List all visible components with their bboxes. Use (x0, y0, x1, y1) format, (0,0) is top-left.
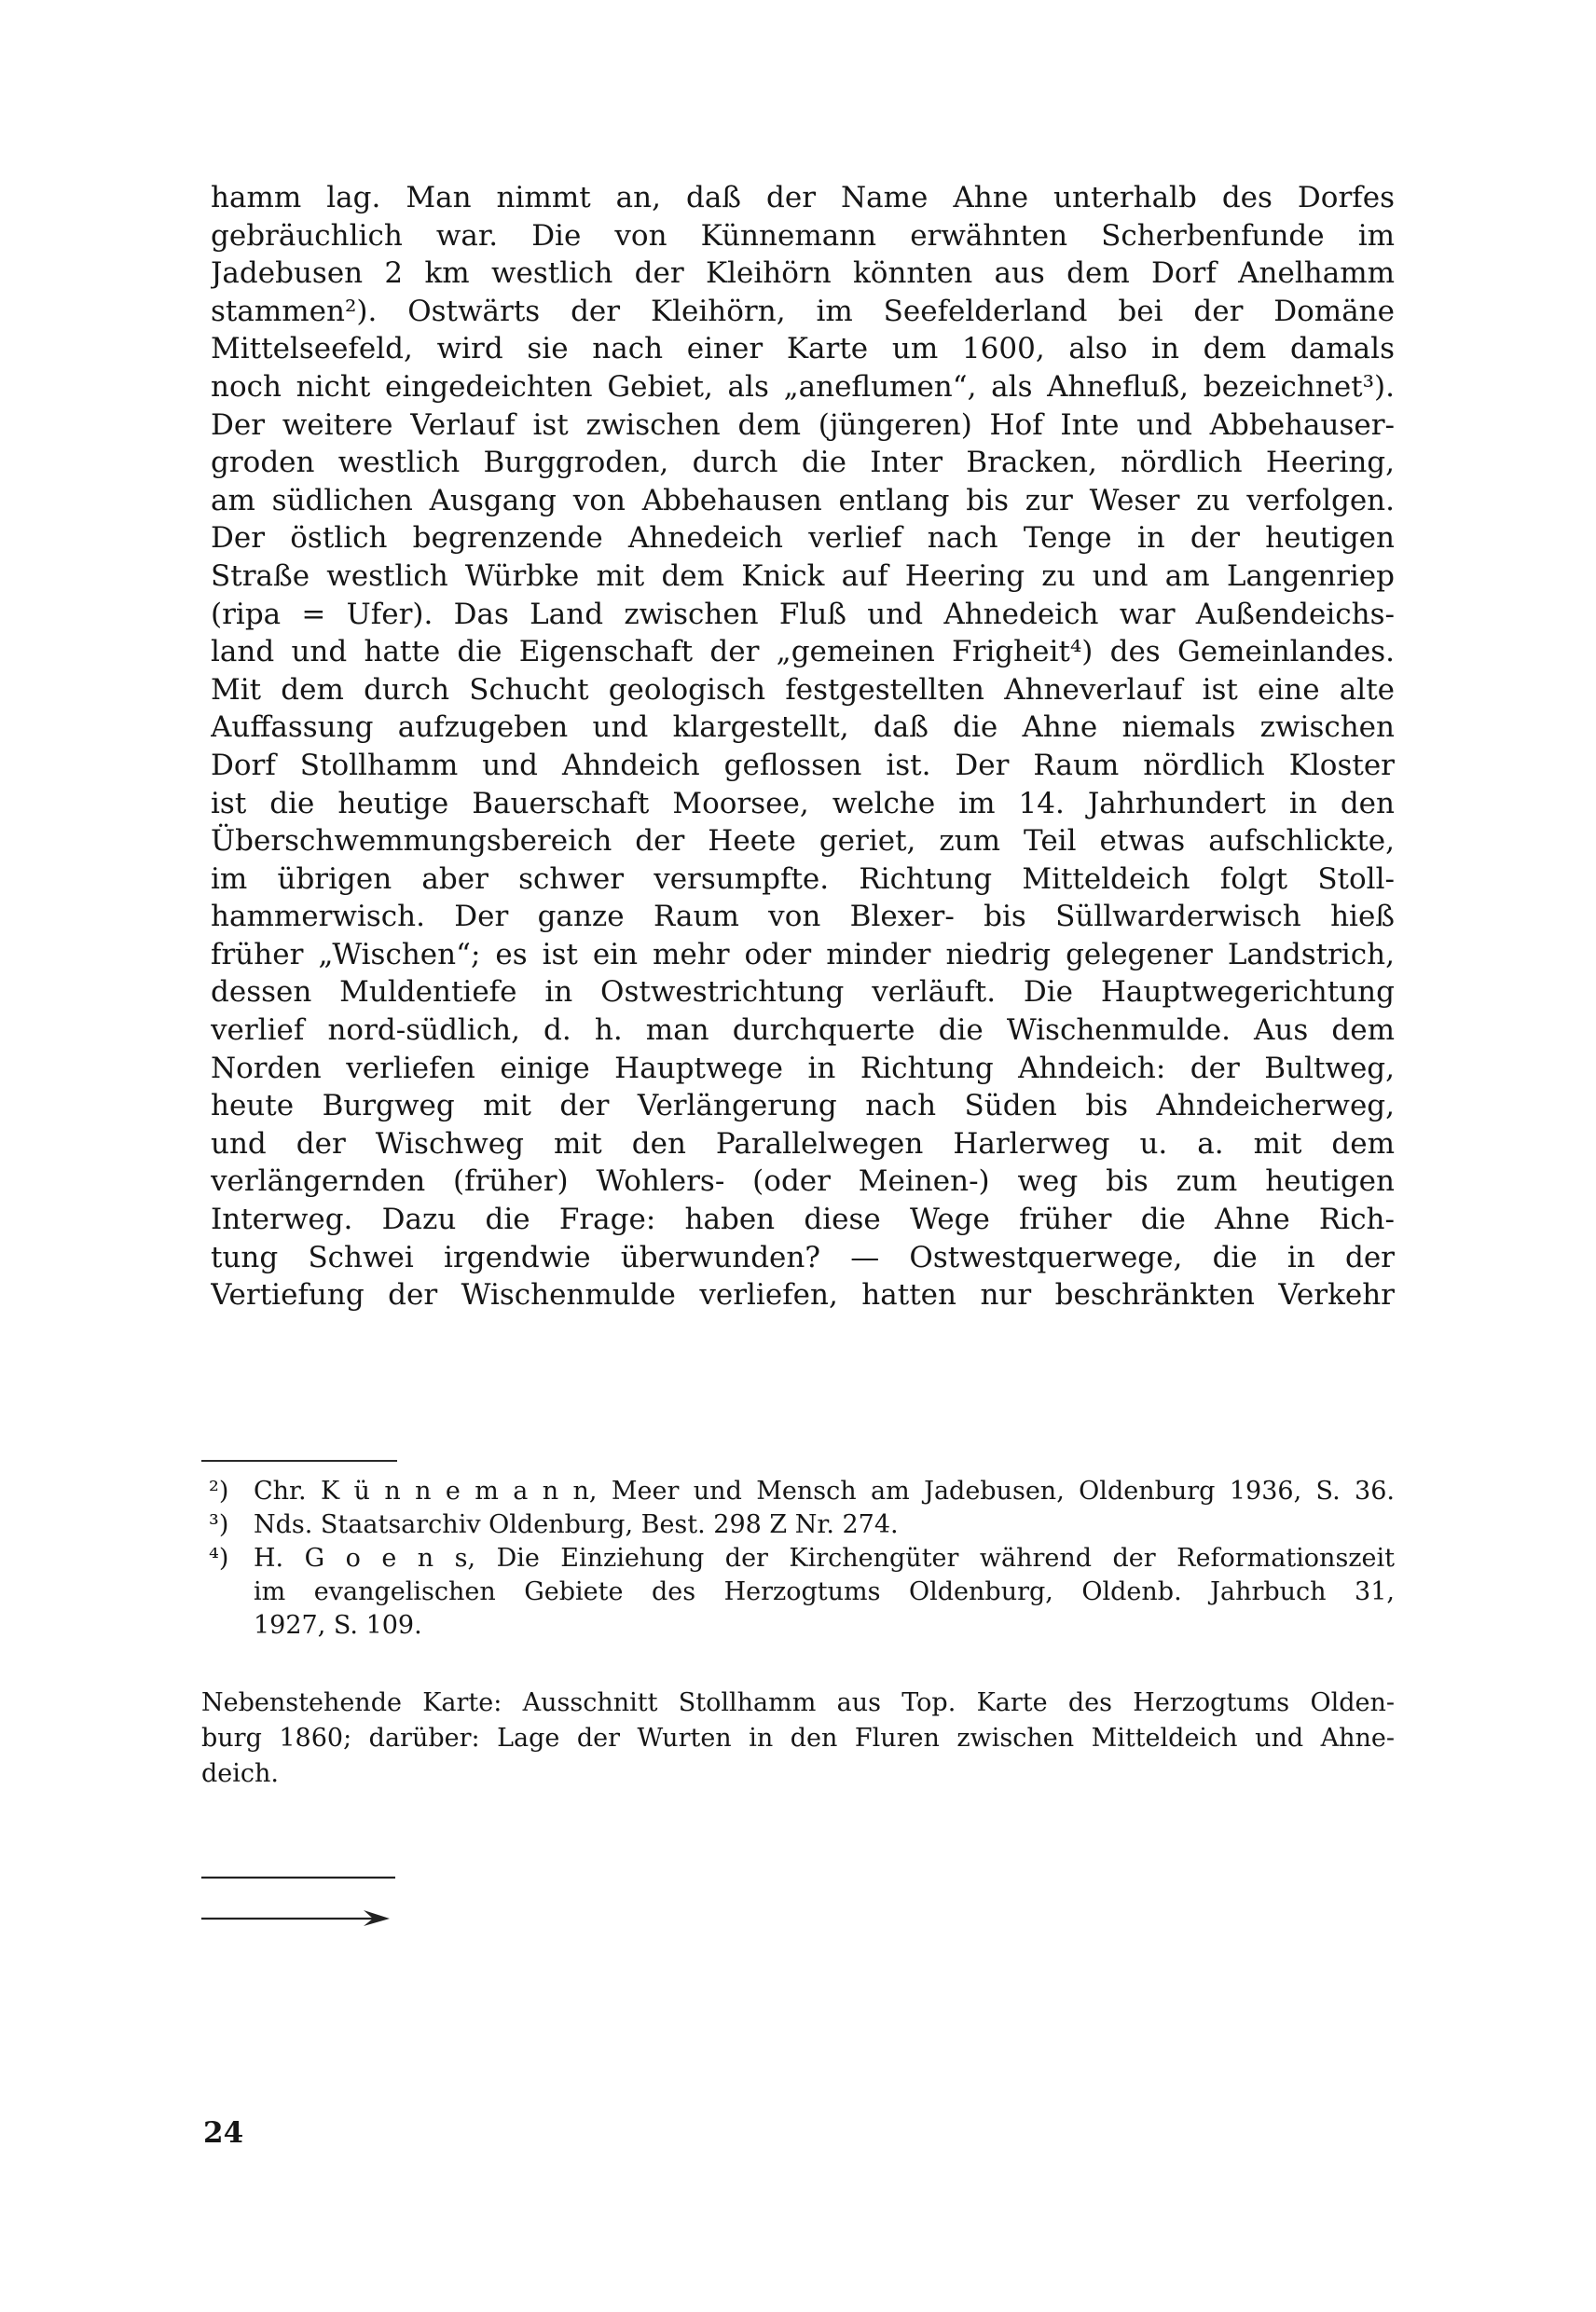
footnote-line: im evangelischen Gebiete des Herzogtums Oldenburg, Oldenb. Jahrbuch 31, (254, 1577, 1395, 1606)
text-line: im übrigen aber schwer versumpfte. Richtung Mitteldeich folgt Stoll- (211, 861, 1395, 896)
footnotes (201, 1475, 1395, 1643)
text-line: Der weitere Verlauf ist zwischen dem (jüngeren) Hof Inte und Abbehauser- (211, 407, 1395, 442)
text-line: noch nicht eingedeichten Gebiet, als „aneflumen“, als Ahnefluß, bezeichnet³). (211, 369, 1395, 404)
text-line: und der Wischweg mit den Parallelwegen Harlerweg u. a. mit dem (211, 1126, 1395, 1161)
footnote-4 (201, 1542, 1395, 1643)
text-line: ist die heutige Bauerschaft Moorsee, welche im 14. Jahrhundert in den (211, 786, 1395, 820)
text-line: dessen Muldentiefe in Ostwestrichtung verläuft. Die Hauptwegerichtung (211, 975, 1395, 1010)
footnote-line: 1927, S. 109. (254, 1611, 422, 1640)
text-line: (ripa = Ufer). Das Land zwischen Fluß und Ahnedeich war Außendeichs- (211, 597, 1395, 631)
text-line: früher „Wischen“; es ist ein mehr oder minder niedrig gelegener Landstrich, (211, 937, 1395, 971)
text-line: Der östlich begrenzende Ahnedeich verlief nach Tenge in der heutigen (211, 521, 1395, 556)
caption-line: Nebenstehende Karte: Ausschnitt Stollhamm aus Top. Karte des Herzogtums Olden- (201, 1688, 1395, 1717)
text-line: am südlichen Ausgang von Abbehausen entlang bis zur Weser zu verfolgen. (211, 483, 1395, 517)
footnote-mark: ²) (209, 1477, 229, 1506)
text-line: Dorf Stollhamm und Ahndeich geflossen ist. Der Raum nördlich Kloster (211, 748, 1395, 782)
caption-line: deich. (201, 1759, 279, 1788)
text-line: Norden verliefen einige Hauptwege in Richtung Ahndeich: der Bultweg, (211, 1051, 1395, 1085)
map-caption (201, 1686, 1395, 1792)
footnote-rule (201, 1460, 397, 1462)
footnote-line: Chr. K ü n n e m a n n, Meer und Mensch am Jadebusen, Oldenburg 1936, S. 36. (254, 1477, 1395, 1506)
text-line: Mit dem durch Schucht geologisch festgestellten Ahneverlauf ist eine alte (211, 672, 1395, 707)
text-line: heute Burgweg mit der Verlängerung nach Süden bis Ahndeicherweg, (211, 1089, 1395, 1123)
text-line: Mittelseefeld, wird sie nach einer Karte um 1600, also in dem damals (211, 332, 1395, 366)
text-line: hamm lag. Man nimmt an, daß der Name Ahne unterhalb des Dorfes (211, 181, 1395, 214)
text-line: Straße westlich Würbke mit dem Knick auf Heering zu und am Langenriep (211, 558, 1395, 593)
body-text (211, 179, 1395, 1314)
text-line: Auffassung aufzugeben und klargestellt, daß die Ahne niemals zwischen (211, 710, 1395, 745)
page-number: 24 (203, 2116, 244, 2150)
caption-line: burg 1860; darüber: Lage der Wurten in den Fluren zwischen Mitteldeich und Ahne- (201, 1724, 1395, 1753)
text-line: Jadebusen 2 km westlich der Kleihörn könnten aus dem Dorf Anelhamm (211, 256, 1395, 291)
text-line: land und hatte die Eigenschaft der „gemeinen Frigheit⁴) des Gemeinlandes. (211, 635, 1395, 669)
footnote-mark: ³) (209, 1510, 229, 1539)
text-line: verlief nord-südlich, d. h. man durchquerte die Wischenmulde. Aus dem (211, 1013, 1395, 1048)
footnote-line: Nds. Staatsarchiv Oldenburg, Best. 298 Z Nr. 274. (254, 1510, 899, 1539)
text-line: stammen²). Ostwärts der Kleihörn, im Seefelderland bei der Domäne (211, 294, 1395, 328)
map-legend-symbols (198, 1865, 403, 1948)
text-line: verlängernden (früher) Wohlers- (oder Meinen-) weg bis zum heutigen (211, 1164, 1395, 1199)
text-line: hammerwisch. Der ganze Raum von Blexer- bis Süllwarderwisch hieß (211, 900, 1395, 934)
text-line: groden westlich Burggroden, durch die Inter Bracken, nördlich Heering, (211, 446, 1395, 480)
footnote-mark: ⁴) (209, 1544, 229, 1573)
footnote-line: H. G o e n s, Die Einziehung der Kirchengüter während der Reformationszeit (254, 1544, 1395, 1573)
footnote-2 (201, 1475, 1395, 1508)
text-line: Interweg. Dazu die Frage: haben diese Wege früher die Ahne Rich- (211, 1203, 1395, 1237)
text-line: gebräuchlich war. Die von Künnemann erwähnten Scherbenfunde im (211, 218, 1395, 253)
text-line: tung Schwei irgendwie überwunden? — Ostwestquerwege, die in der (211, 1240, 1395, 1274)
footnote-3 (201, 1508, 1395, 1542)
text-line: Vertiefung der Wischenmulde verliefen, hatten nur beschränkten Verkehr (211, 1278, 1395, 1313)
text-line: Überschwemmungsbereich der Heete geriet, zum Teil etwas aufschlickte, (211, 824, 1395, 859)
